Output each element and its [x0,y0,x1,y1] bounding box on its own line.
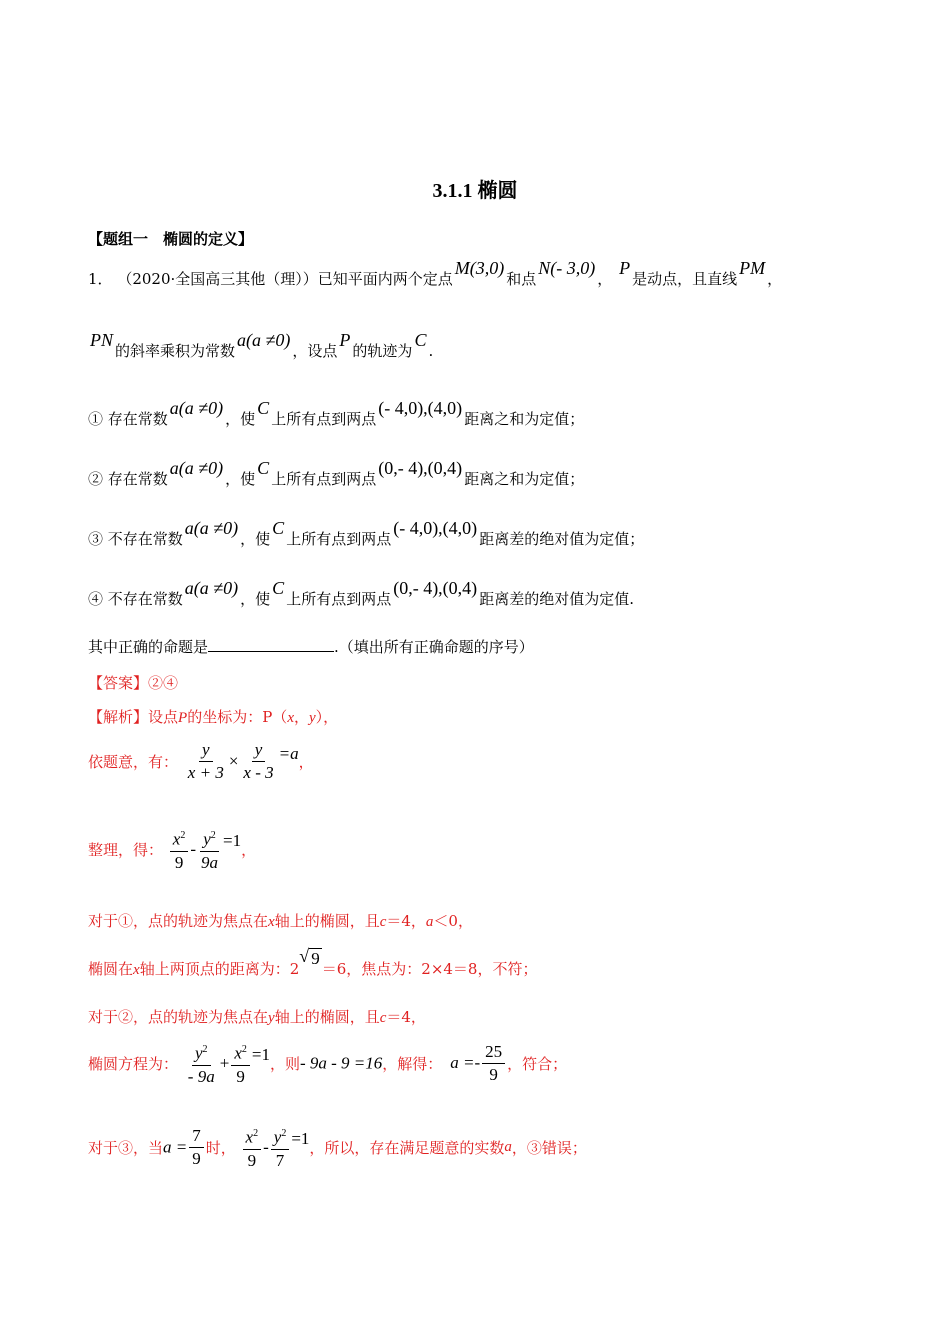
constant-a: a(a ≠0) [169,458,224,478]
analysis-var: y [268,1010,275,1026]
radical-sign: √ [299,946,310,966]
minus-sign: - [263,1137,269,1157]
constant-a: a(a ≠0) [237,330,291,350]
fraction-numerator [200,826,219,852]
analysis-var: x [287,710,294,726]
statement-4 [88,578,634,609]
equation-rhs: =a [278,743,299,763]
analysis-text: 设点 [148,708,179,726]
equation-lhs: a =- [450,1053,481,1073]
exponent: 2 [180,830,186,841]
curve-c: C [257,398,270,418]
question-text: 是动点，且直线 [632,270,738,288]
question-line-2 [88,330,434,361]
fraction-var: y [203,829,211,849]
sqrt-expression [299,946,322,969]
fraction-numerator [271,1124,290,1150]
exponent: 2 [241,1044,247,1055]
fraction [198,826,221,873]
exponent: 2 [202,1044,208,1055]
fraction-var: y [194,1043,203,1063]
analysis-text: 对于②，点的轨迹为焦点在 [88,1008,269,1026]
statement-tail: 距离之和为定值； [464,470,585,488]
analysis-text: 椭圆在 [88,960,134,978]
point-m: M(3,0) [454,258,505,278]
analysis-var: a [425,914,434,930]
fraction [240,740,276,783]
equation-rhs: =1 [291,1129,310,1149]
curve-c: C [414,330,427,350]
constant-a: a(a ≠0) [169,398,224,418]
fraction [482,1042,505,1085]
equation-lhs: a = [163,1137,188,1157]
analysis-var: P [178,710,188,726]
analysis-text: 对于①，点的轨迹为焦点在 [88,912,269,930]
statement-2 [88,458,585,489]
point-p: P [339,330,351,350]
fraction-var: x [172,829,181,849]
question-text: 已知平面内两个定点 [317,270,453,288]
analysis-label: 【解析】 [88,708,149,726]
fill-prompt-lead: 其中正确的命题是 [88,638,209,656]
analysis-text: ，符合； [507,1054,568,1073]
analysis-text: ）， [315,708,339,726]
analysis-var: c [379,1010,387,1026]
curve-c: C [272,578,285,598]
exponent: 2 [210,830,216,841]
group-heading: 【题组一 椭圆的定义】 [88,230,254,248]
fill-prompt-tail: .（填出所有正确命题的序号） [334,638,534,656]
analysis-text: 对于③，当 [88,1138,164,1157]
analysis-text: 时， [205,1138,236,1157]
statement-tail: 距离差的绝对值为定值. [479,590,634,608]
times-sign: × [228,751,239,771]
statement-lead: ③ 不存在常数 [88,530,183,548]
fraction-denominator: 9 [247,1150,257,1170]
statement-text: ，使 [225,410,256,428]
question-text: ，设点 [292,342,338,360]
analysis-text: ， [298,753,314,771]
statement-text: 上所有点到两点 [271,410,377,428]
analysis-line-4 [88,910,473,931]
fraction-numerator [192,1040,211,1066]
fraction-denominator: 9 [236,1066,245,1086]
statement-1 [88,398,585,429]
fraction [185,740,227,783]
analysis-text: 整理，得： [88,840,164,859]
fraction-denominator: - 9a [187,1066,215,1086]
analysis-text: ＜0， [433,912,473,930]
fraction-numerator: 25 [482,1042,505,1064]
statement-lead: ① 存在常数 [88,410,168,428]
analysis-text: ＝4， [386,912,426,930]
fraction-denominator: 7 [275,1150,285,1170]
analysis-text: ， [241,840,257,859]
fill-prompt [88,636,534,657]
line-pm: PM [739,258,766,278]
statement-tail: 距离之和为定值； [464,410,585,428]
analysis-text: 轴上两顶点的距离为：2 [139,960,300,978]
analysis-line-7 [88,1040,567,1087]
statement-tail: 距离差的绝对值为定值； [479,530,645,548]
statement-text: ，使 [240,590,271,608]
question-number: 1． [88,270,113,288]
fraction-denominator: 9 [174,852,184,872]
fraction [170,826,189,873]
question-text: 的轨迹为 [352,342,413,360]
fraction [271,1124,290,1171]
analysis-text: P（ [262,708,288,726]
analysis-line-2 [88,740,314,783]
analysis-text: 的坐标为： [187,708,263,726]
question-text: 和点 [506,270,537,288]
exponent: 2 [281,1128,287,1139]
statement-points: (0,- 4),(0,4) [393,578,478,598]
statement-3 [88,518,645,549]
fraction-denominator: x + 3 [187,763,224,782]
analysis-text: ，解得： [382,1054,443,1073]
fraction-numerator [231,1040,250,1066]
equation-rhs: =1 [223,831,242,851]
plus-sign: + [219,1053,230,1073]
analysis-line-3 [88,826,256,873]
analysis-text: ，所以，存在满足题意的实数 [309,1138,505,1157]
point-n: N(- 3,0) [538,258,596,278]
analysis-text: ＝4， [386,1008,426,1026]
answer-blank[interactable] [208,637,334,652]
statement-text: 上所有点到两点 [286,530,392,548]
statement-text: 上所有点到两点 [271,470,377,488]
analysis-text: 轴上的椭圆，且 [274,1008,380,1026]
analysis-text: 轴上的椭圆，且 [274,912,380,930]
fraction [231,1040,250,1087]
line-pn: PN [90,330,114,350]
constant-a: a(a ≠0) [184,578,239,598]
statement-lead: ④ 不存在常数 [88,590,183,608]
equation-expression: - 9a - 9 =16 [299,1053,383,1073]
fraction-var: x [245,1127,254,1147]
curve-c: C [272,518,285,538]
fraction [185,1040,218,1087]
fraction-denominator: x - 3 [243,763,274,782]
equation-rhs: =1 [251,1045,270,1065]
statement-lead: ② 存在常数 [88,470,168,488]
analysis-text: 依题意，有： [88,753,179,771]
fraction-numerator: y [252,740,266,762]
question-text: ， [767,270,783,288]
fraction-denominator: 9a [201,852,219,872]
curve-c: C [257,458,270,478]
page-title: 3.1.1 椭圆 [432,180,518,202]
fraction [189,1126,204,1169]
question-source: （2020·全国高三其他（理）） [117,270,318,288]
analysis-text: ，则 [269,1054,300,1073]
statement-points: (- 4,0),(4,0) [378,398,463,418]
fraction-var: y [273,1127,282,1147]
analysis-line-5 [88,946,538,979]
fraction-numerator: 7 [189,1126,204,1148]
analysis-var: x [133,962,140,978]
fraction-numerator [243,1124,262,1150]
point-p: P [619,258,631,278]
analysis-line-6 [88,1006,426,1027]
statement-text: ，使 [225,470,256,488]
radicand: 9 [311,949,320,968]
question-text: ， [597,270,613,288]
statement-points: (0,- 4),(0,4) [378,458,463,478]
analysis-var: y [309,710,316,726]
statement-points: (- 4,0),(4,0) [393,518,478,538]
minus-sign: - [190,839,197,859]
fraction-numerator [170,826,189,852]
question-line-1 [88,258,783,289]
fraction-denominator: 9 [489,1064,498,1084]
fraction-var: x [234,1043,242,1063]
analysis-text: ， [293,708,309,726]
analysis-text: 椭圆方程为： [88,1054,179,1073]
analysis-line-1 [88,706,338,727]
answer-label: 【答案】 [88,674,149,692]
question-text: . [428,342,434,360]
analysis-text: ＝6，焦点为：2×4＝8，不符； [321,960,538,978]
analysis-var: x [268,914,275,930]
analysis-var: a [504,1138,512,1155]
statement-text: 上所有点到两点 [286,590,392,608]
constant-a: a(a ≠0) [184,518,239,538]
fraction [243,1124,262,1171]
exponent: 2 [253,1128,259,1139]
answer-value: ②④ [148,674,179,692]
statement-text: ，使 [240,530,271,548]
fraction-numerator: y [199,740,213,762]
analysis-var: c [379,914,387,930]
analysis-line-8 [88,1124,587,1171]
question-text: 的斜率乘积为常数 [115,342,236,360]
fraction-denominator: 9 [192,1148,201,1168]
analysis-text: ，③错误； [511,1138,587,1157]
answer-line [88,672,178,693]
